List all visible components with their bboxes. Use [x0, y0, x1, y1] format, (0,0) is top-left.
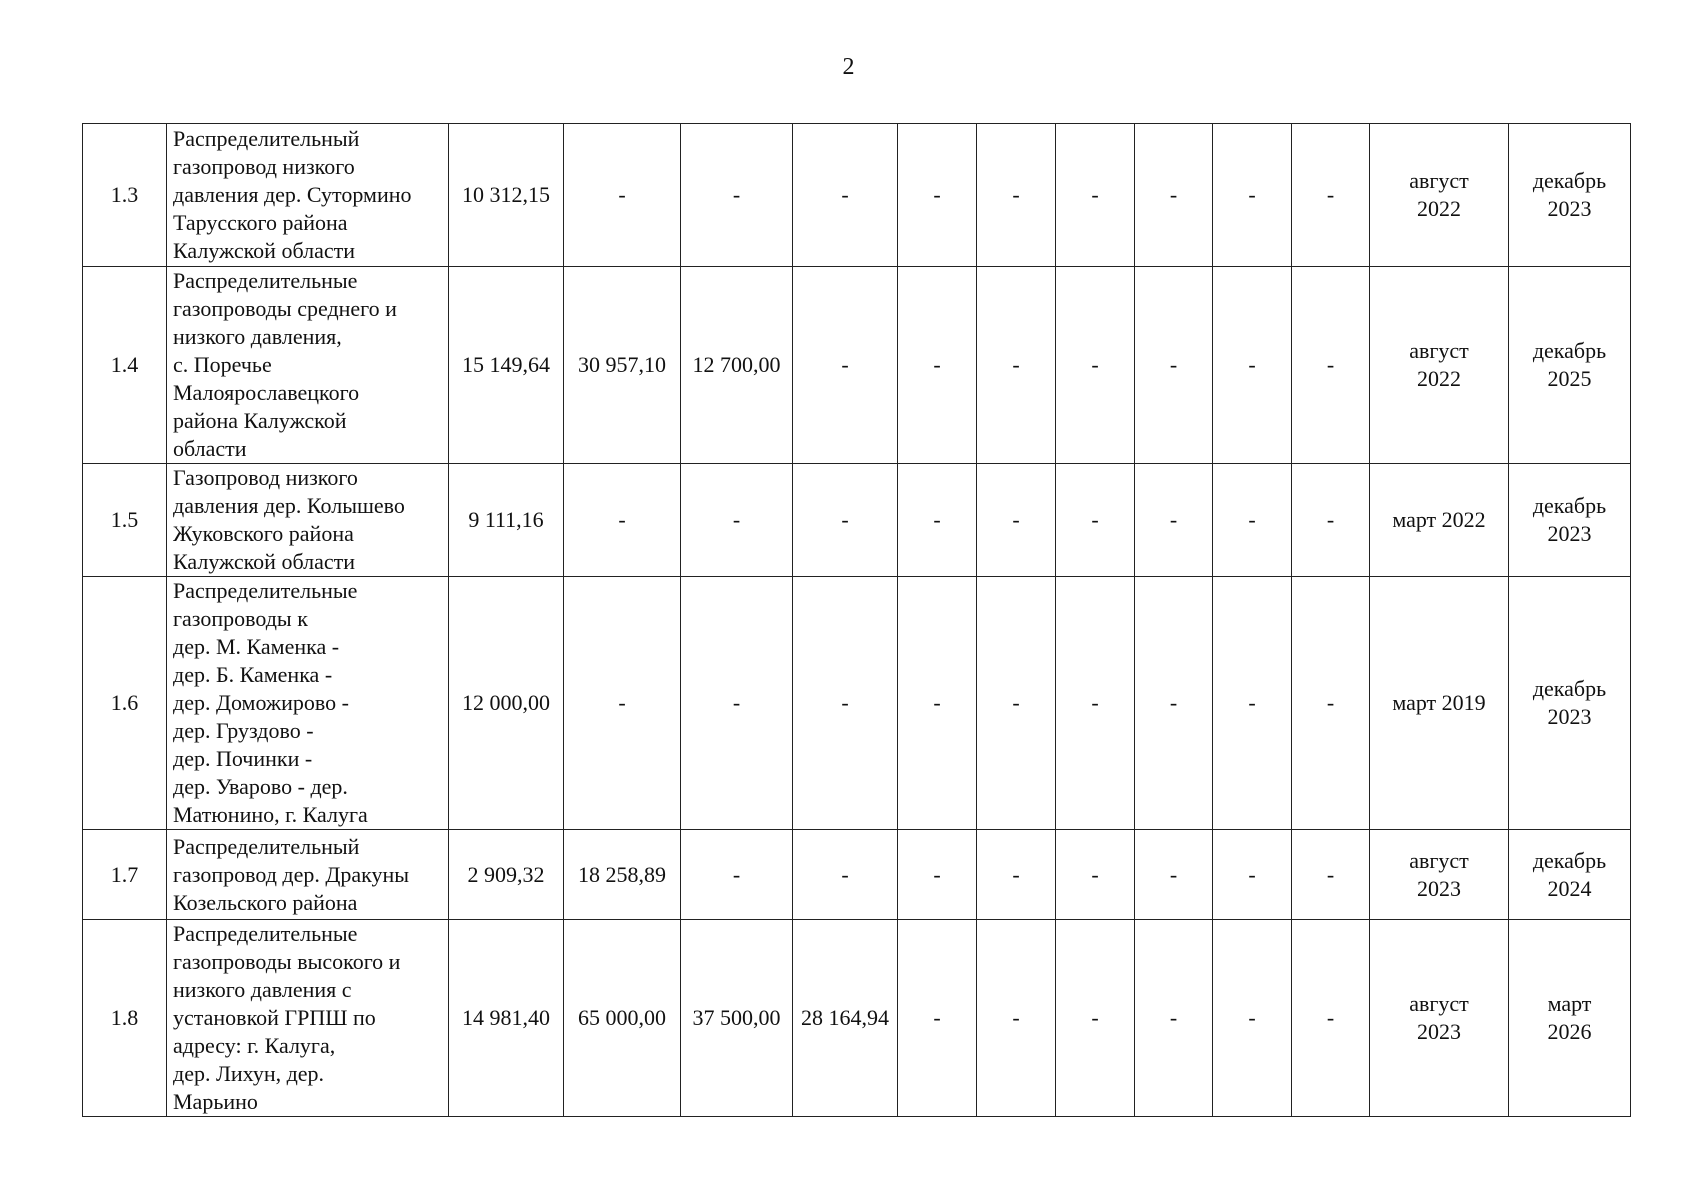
- amount-cell: -: [793, 267, 898, 464]
- start-date: август 2023: [1370, 920, 1509, 1117]
- dash-cell: -: [1135, 464, 1213, 577]
- row-number: 1.8: [83, 920, 167, 1117]
- dash-cell: -: [1292, 830, 1370, 920]
- amount-cell: -: [793, 577, 898, 830]
- dash-cell: -: [898, 124, 977, 267]
- dash-cell: -: [1135, 920, 1213, 1117]
- amount-cell: 15 149,64: [449, 267, 564, 464]
- dash-cell: -: [977, 124, 1056, 267]
- dash-cell: -: [1135, 267, 1213, 464]
- object-name: Распределительные газопроводы среднего и низкого давления, с. Поречье Малоярославецкого района Калужской области: [167, 267, 449, 464]
- dash-cell: -: [1292, 577, 1370, 830]
- dash-cell: -: [1213, 920, 1292, 1117]
- amount-cell: 30 957,10: [564, 267, 681, 464]
- amount-cell: 37 500,00: [681, 920, 793, 1117]
- dash-cell: -: [1056, 464, 1135, 577]
- dash-cell: -: [1056, 577, 1135, 830]
- amount-cell: 2 909,32: [449, 830, 564, 920]
- end-date: декабрь 2024: [1509, 830, 1631, 920]
- dash-cell: -: [1135, 830, 1213, 920]
- end-date: март 2026: [1509, 920, 1631, 1117]
- table-row: [83, 577, 1631, 830]
- dash-cell: -: [977, 464, 1056, 577]
- amount-cell: 10 312,15: [449, 124, 564, 267]
- end-date: декабрь 2023: [1509, 577, 1631, 830]
- dash-cell: -: [1292, 267, 1370, 464]
- row-number: 1.5: [83, 464, 167, 577]
- dash-cell: -: [1213, 577, 1292, 830]
- start-date: август 2022: [1370, 124, 1509, 267]
- dash-cell: -: [977, 830, 1056, 920]
- construction-schedule-table: [82, 123, 1631, 1117]
- end-date: декабрь 2025: [1509, 267, 1631, 464]
- object-name: Распределительный газопровод дер. Дракуны Козельского района: [167, 830, 449, 920]
- dash-cell: -: [898, 464, 977, 577]
- amount-cell: -: [793, 830, 898, 920]
- dash-cell: -: [1135, 124, 1213, 267]
- dash-cell: -: [1213, 267, 1292, 464]
- amount-cell: 9 111,16: [449, 464, 564, 577]
- table-row: [83, 920, 1631, 1117]
- table-row: [83, 830, 1631, 920]
- row-number: 1.3: [83, 124, 167, 267]
- amount-cell: 12 000,00: [449, 577, 564, 830]
- dash-cell: -: [1056, 920, 1135, 1117]
- dash-cell: -: [898, 267, 977, 464]
- dash-cell: -: [1135, 577, 1213, 830]
- start-date: март 2022: [1370, 464, 1509, 577]
- dash-cell: -: [1213, 464, 1292, 577]
- amount-cell: -: [564, 577, 681, 830]
- amount-cell: 14 981,40: [449, 920, 564, 1117]
- amount-cell: -: [681, 577, 793, 830]
- end-date: декабрь 2023: [1509, 464, 1631, 577]
- amount-cell: -: [681, 830, 793, 920]
- amount-cell: -: [564, 464, 681, 577]
- row-number: 1.7: [83, 830, 167, 920]
- dash-cell: -: [977, 920, 1056, 1117]
- amount-cell: -: [564, 124, 681, 267]
- dash-cell: -: [898, 577, 977, 830]
- start-date: август 2022: [1370, 267, 1509, 464]
- amount-cell: -: [793, 464, 898, 577]
- dash-cell: -: [1292, 920, 1370, 1117]
- object-name: Распределительные газопроводы высокого и низкого давления с установкой ГРПШ по адресу: г. Калуга, дер. Лихун, дер. Марьино: [167, 920, 449, 1117]
- dash-cell: -: [1292, 124, 1370, 267]
- dash-cell: -: [977, 577, 1056, 830]
- object-name: Газопровод низкого давления дер. Колышево Жуковского района Калужской области: [167, 464, 449, 577]
- object-name: Распределительный газопровод низкого давления дер. Сутормино Тарусского района Калужской области: [167, 124, 449, 267]
- dash-cell: -: [1056, 267, 1135, 464]
- dash-cell: -: [1213, 830, 1292, 920]
- dash-cell: -: [1292, 464, 1370, 577]
- table-row: [83, 124, 1631, 267]
- table-row: [83, 464, 1631, 577]
- dash-cell: -: [977, 267, 1056, 464]
- amount-cell: -: [793, 124, 898, 267]
- start-date: август 2023: [1370, 830, 1509, 920]
- start-date: март 2019: [1370, 577, 1509, 830]
- page-number: 2: [842, 54, 855, 80]
- end-date: декабрь 2023: [1509, 124, 1631, 267]
- row-number: 1.4: [83, 267, 167, 464]
- dash-cell: -: [898, 830, 977, 920]
- table-row: [83, 267, 1631, 464]
- object-name: Распределительные газопроводы к дер. М. Каменка - дер. Б. Каменка - дер. Доможирово - дер. Груздово - дер. Починки - дер. Уварово - дер. Матюнино, г. Калуга: [167, 577, 449, 830]
- amount-cell: 12 700,00: [681, 267, 793, 464]
- amount-cell: 28 164,94: [793, 920, 898, 1117]
- dash-cell: -: [898, 920, 977, 1117]
- dash-cell: -: [1056, 124, 1135, 267]
- amount-cell: -: [681, 124, 793, 267]
- dash-cell: -: [1213, 124, 1292, 267]
- amount-cell: 18 258,89: [564, 830, 681, 920]
- row-number: 1.6: [83, 577, 167, 830]
- amount-cell: -: [681, 464, 793, 577]
- dash-cell: -: [1056, 830, 1135, 920]
- amount-cell: 65 000,00: [564, 920, 681, 1117]
